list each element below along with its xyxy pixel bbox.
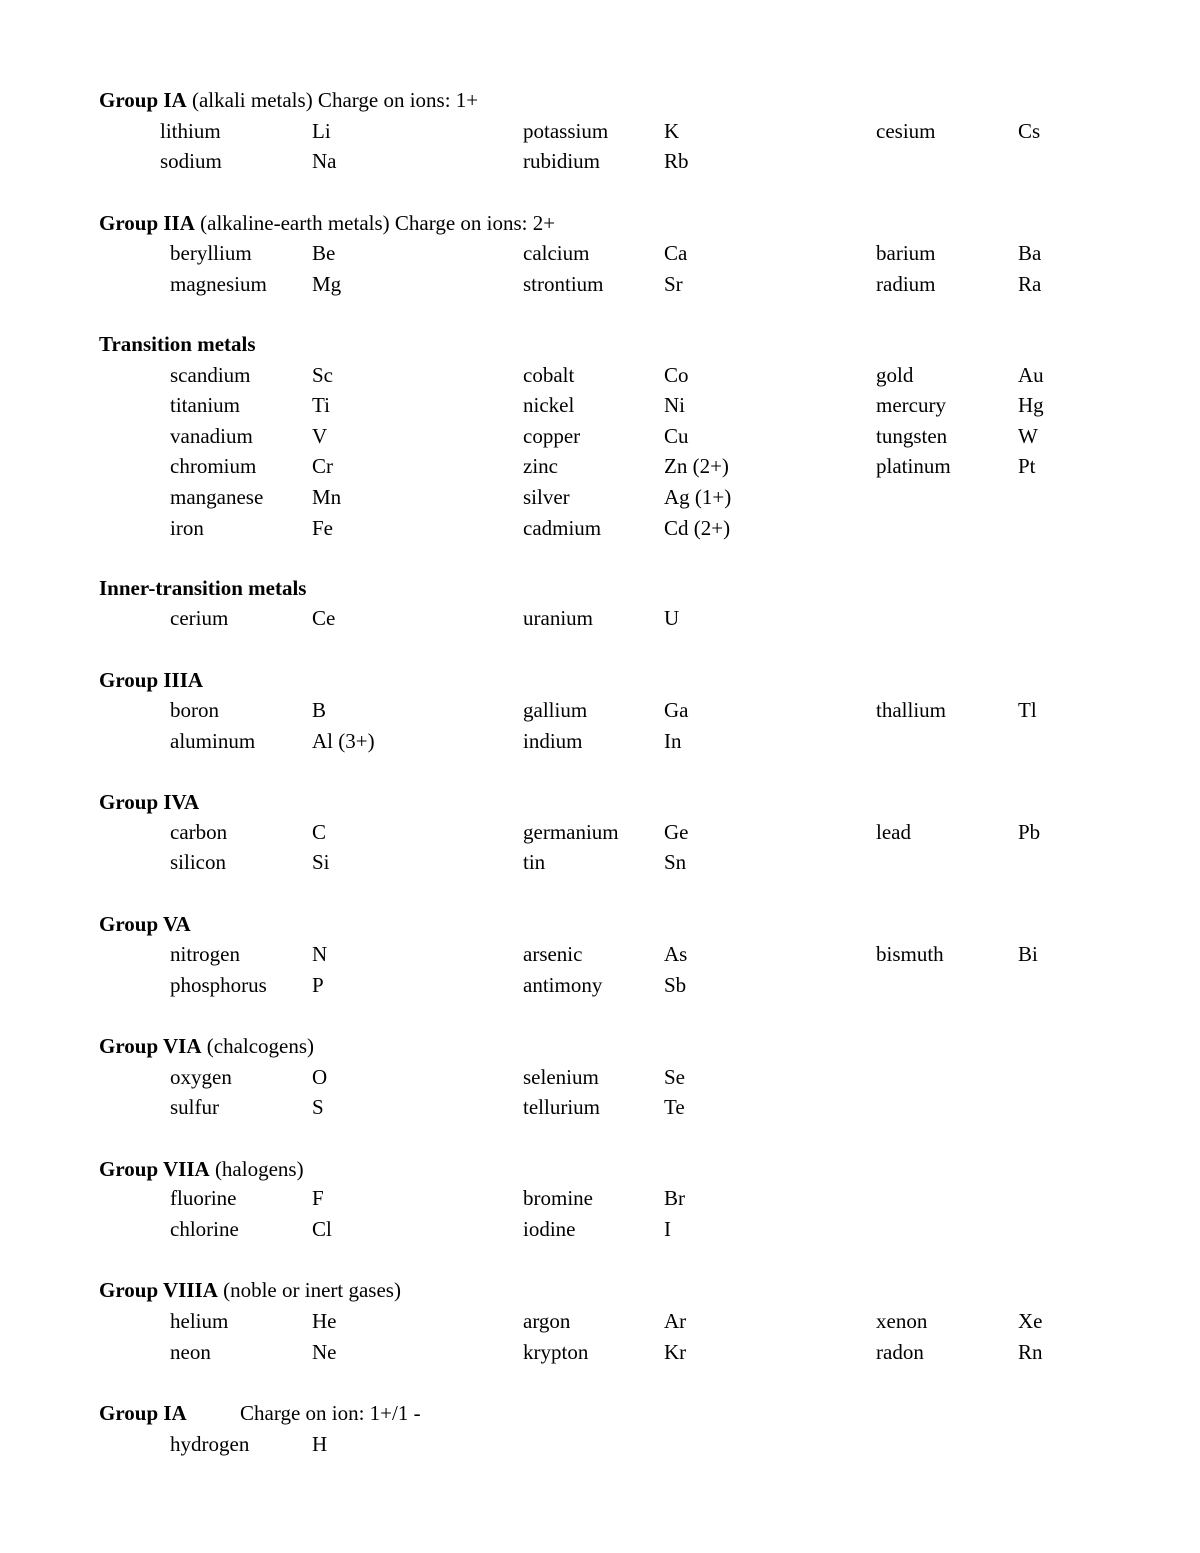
section-heading-group-1a [0, 86, 1200, 114]
element-row [0, 971, 1200, 999]
element-name: cadmium [523, 516, 602, 540]
element-symbol: W [1018, 424, 1038, 448]
element-symbol: Co [664, 363, 689, 387]
section-title: Group IA [99, 1401, 187, 1425]
section-note: (alkali metals) Charge on ions: 1+ [186, 88, 479, 112]
element-symbol: Tl [1018, 698, 1037, 722]
element-symbol: As [664, 942, 688, 966]
element-name: cerium [170, 606, 229, 630]
section-heading-group-3a [0, 666, 1200, 694]
element-name: aluminum [170, 729, 256, 753]
element-name: strontium [523, 272, 604, 296]
section-heading-group-4a [0, 788, 1200, 816]
element-symbol: Cs [1018, 119, 1041, 143]
element-symbol: P [312, 973, 324, 997]
element-symbol: Hg [1018, 393, 1044, 417]
element-symbol: C [312, 820, 327, 844]
element-name: tin [523, 850, 546, 874]
element-symbol: Ga [664, 698, 689, 722]
element-name: germanium [523, 820, 619, 844]
element-symbol: Br [664, 1186, 685, 1210]
element-name: selenium [523, 1065, 599, 1089]
element-row [0, 1063, 1200, 1091]
section-note: Charge on ion: 1+/1 - [240, 1401, 421, 1425]
element-symbol: Kr [664, 1340, 687, 1364]
element-name: uranium [523, 606, 593, 630]
element-symbol: Pt [1018, 454, 1036, 478]
element-name: radon [876, 1340, 924, 1364]
element-symbol: Zn (2+) [664, 454, 729, 478]
element-symbol: Ar [664, 1309, 687, 1333]
section-title: Group IA [99, 88, 187, 112]
element-symbol: Ag (1+) [664, 485, 732, 509]
element-symbol: Te [664, 1095, 685, 1119]
element-symbol: Ge [664, 820, 689, 844]
element-name: silicon [170, 850, 226, 874]
element-row [0, 1430, 1200, 1458]
element-row [0, 483, 1200, 511]
section-heading-inner-transition-metals [0, 574, 1200, 602]
element-row [0, 361, 1200, 389]
element-symbol: Rb [664, 149, 689, 173]
element-row [0, 940, 1200, 968]
element-name: radium [876, 272, 936, 296]
section-title: Group VIIA [99, 1157, 210, 1181]
section-title: Group IVA [99, 790, 200, 814]
element-symbol: Mn [312, 485, 342, 509]
element-symbol: Sb [664, 973, 687, 997]
element-symbol: Ce [312, 606, 336, 630]
element-symbol: Cl [312, 1217, 332, 1241]
element-name: sodium [160, 149, 222, 173]
element-row [0, 117, 1200, 145]
element-symbol: N [312, 942, 328, 966]
element-symbol: Sn [664, 850, 687, 874]
element-symbol: Be [312, 241, 336, 265]
element-row [0, 848, 1200, 876]
element-symbol: K [664, 119, 680, 143]
element-name: lithium [160, 119, 221, 143]
section-title: Group VA [99, 912, 191, 936]
element-name: tellurium [523, 1095, 600, 1119]
element-symbol: Pb [1018, 820, 1041, 844]
element-name: thallium [876, 698, 946, 722]
element-symbol: Ba [1018, 241, 1042, 265]
element-symbol: Ni [664, 393, 685, 417]
element-name: vanadium [170, 424, 253, 448]
section-heading-group-7a [0, 1155, 1200, 1183]
element-symbol: Cu [664, 424, 689, 448]
element-name: iodine [523, 1217, 576, 1241]
element-name: mercury [876, 393, 946, 417]
element-name: beryllium [170, 241, 252, 265]
element-name: boron [170, 698, 219, 722]
element-symbol: V [312, 424, 328, 448]
element-row [0, 422, 1200, 450]
element-symbol: Li [312, 119, 331, 143]
element-name: sulfur [170, 1095, 219, 1119]
section-heading-group-5a [0, 910, 1200, 938]
section-title: Group VIIIA [99, 1278, 218, 1302]
element-name: calcium [523, 241, 590, 265]
element-name: xenon [876, 1309, 928, 1333]
element-symbol: U [664, 606, 680, 630]
element-name: fluorine [170, 1186, 237, 1210]
element-name: manganese [170, 485, 264, 509]
element-symbol: Al (3+) [312, 729, 375, 753]
section-title: Transition metals [99, 332, 256, 356]
element-symbol: Cd (2+) [664, 516, 731, 540]
section-note: (chalcogens) [201, 1034, 315, 1058]
section-title: Inner-transition metals [99, 576, 307, 600]
element-name: nickel [523, 393, 575, 417]
element-symbol: B [312, 698, 327, 722]
element-name: gallium [523, 698, 588, 722]
section-title: Group IIIA [99, 668, 204, 692]
section-title: Group IIA [99, 211, 195, 235]
element-symbol: Ti [312, 393, 330, 417]
element-name: chromium [170, 454, 257, 478]
section-heading-group-2a [0, 209, 1200, 237]
element-symbol: Mg [312, 272, 342, 296]
element-name: argon [523, 1309, 571, 1333]
element-row [0, 818, 1200, 846]
section-heading-group-6a [0, 1032, 1200, 1060]
element-name: potassium [523, 119, 609, 143]
section-note: (alkaline-earth metals) Charge on ions: 2+ [194, 211, 556, 235]
element-symbol: In [664, 729, 682, 753]
element-symbol: Xe [1018, 1309, 1043, 1333]
element-row [0, 604, 1200, 632]
element-symbol: Ne [312, 1340, 337, 1364]
element-symbol: I [664, 1217, 671, 1241]
section-heading-group-1a-hydrogen [0, 1399, 1200, 1427]
element-name: indium [523, 729, 583, 753]
section-note: (halogens) [209, 1157, 304, 1181]
element-name: krypton [523, 1340, 589, 1364]
element-name: platinum [876, 454, 951, 478]
element-name: phosphorus [170, 973, 267, 997]
element-symbol: Ca [664, 241, 688, 265]
element-row [0, 270, 1200, 298]
element-symbol: Rn [1018, 1340, 1043, 1364]
element-symbol: Au [1018, 363, 1044, 387]
element-row [0, 1338, 1200, 1366]
section-title: Group VIA [99, 1034, 202, 1058]
element-row [0, 1093, 1200, 1121]
element-row [0, 391, 1200, 419]
element-name: rubidium [523, 149, 600, 173]
element-name: chlorine [170, 1217, 239, 1241]
element-row [0, 1215, 1200, 1243]
element-name: helium [170, 1309, 229, 1333]
element-name: silver [523, 485, 570, 509]
element-symbol: Bi [1018, 942, 1038, 966]
element-symbol: Se [664, 1065, 685, 1089]
element-name: nitrogen [170, 942, 240, 966]
element-name: cobalt [523, 363, 575, 387]
element-symbol: Sr [664, 272, 683, 296]
element-symbol: Sc [312, 363, 333, 387]
element-row [0, 452, 1200, 480]
element-row [0, 147, 1200, 175]
element-row [0, 696, 1200, 724]
element-name: bromine [523, 1186, 593, 1210]
element-name: oxygen [170, 1065, 232, 1089]
element-symbol: Si [312, 850, 330, 874]
element-name: neon [170, 1340, 211, 1364]
element-row [0, 1184, 1200, 1212]
element-name: lead [876, 820, 911, 844]
element-row [0, 514, 1200, 542]
element-name: gold [876, 363, 914, 387]
element-name: zinc [523, 454, 558, 478]
element-symbol: Ra [1018, 272, 1042, 296]
section-heading-group-8a [0, 1276, 1200, 1304]
element-name: cesium [876, 119, 936, 143]
element-symbol: H [312, 1432, 328, 1456]
element-name: barium [876, 241, 936, 265]
element-name: bismuth [876, 942, 944, 966]
element-row [0, 1307, 1200, 1335]
section-heading-transition-metals [0, 330, 1200, 358]
element-symbol: S [312, 1095, 324, 1119]
element-name: hydrogen [170, 1432, 250, 1456]
element-name: antimony [523, 973, 603, 997]
element-name: magnesium [170, 272, 267, 296]
element-symbol: Fe [312, 516, 333, 540]
element-name: copper [523, 424, 581, 448]
element-symbol: Na [312, 149, 337, 173]
element-symbol: Cr [312, 454, 333, 478]
element-name: carbon [170, 820, 228, 844]
element-name: iron [170, 516, 204, 540]
element-row [0, 239, 1200, 267]
element-symbol: He [312, 1309, 337, 1333]
element-name: tungsten [876, 424, 948, 448]
section-note: (noble or inert gases) [217, 1278, 401, 1302]
element-name: titanium [170, 393, 240, 417]
element-name: arsenic [523, 942, 583, 966]
element-symbol: F [312, 1186, 324, 1210]
element-symbol: O [312, 1065, 328, 1089]
element-name: scandium [170, 363, 251, 387]
element-row [0, 727, 1200, 755]
